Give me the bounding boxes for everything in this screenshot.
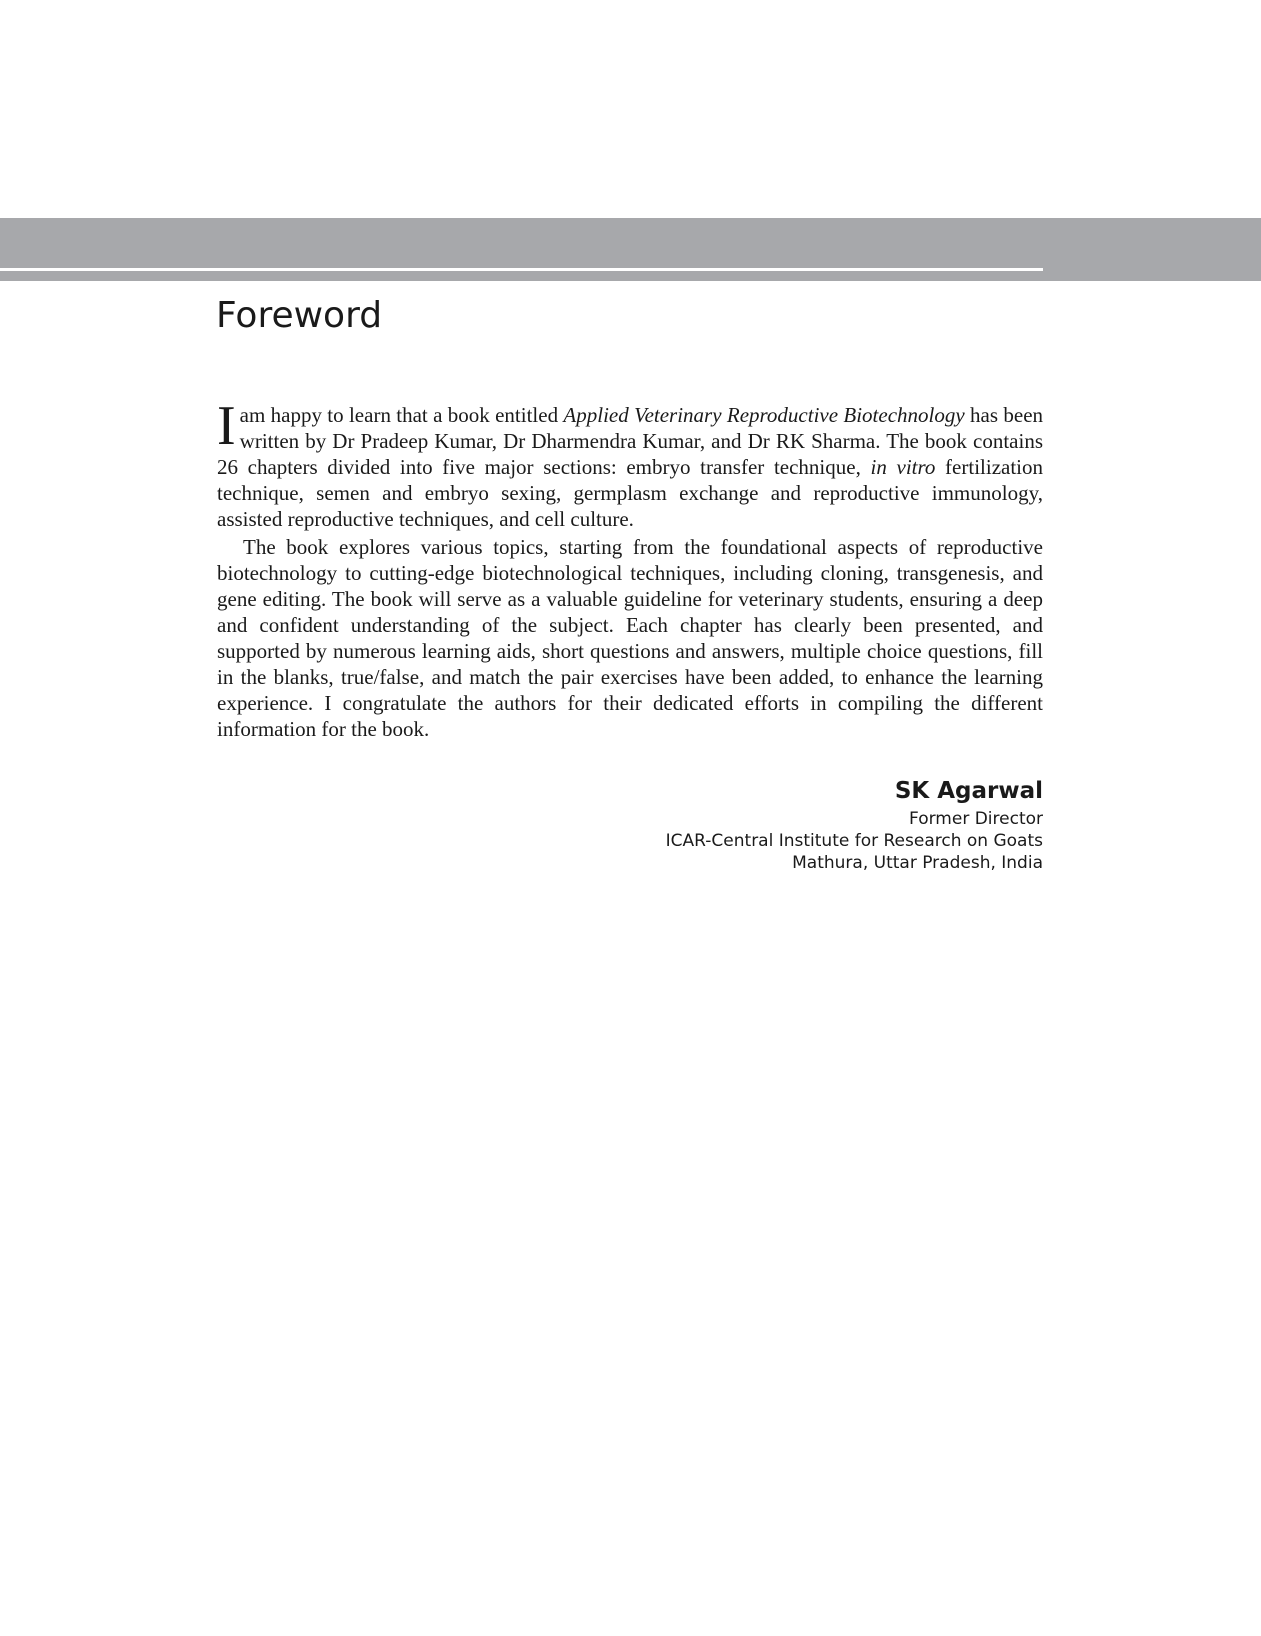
in-vitro-term: in vitro (870, 455, 936, 479)
drop-cap: I (217, 395, 236, 457)
paragraph-1-text-b: has been written by Dr Pradeep Kumar, Dr Dharmendra Kumar, and Dr RK Sharma. The book contains 26 chapters divided into five major sections: embryo transfer technique, (217, 403, 1044, 479)
paragraph-2: The book explores various topics, starting from the foundational aspects of reproductive biotechnology to cutting-edge biotechnological techniques, including cloning, transgenesis, and gene editing. The book will serve as a valuable guideline for veterinary students, ensuring a deep and confident understanding of the subject. Each chapter has clearly been presented, and supported by numerous learning aids, short questions and answers, multiple choice questions, fill in the blanks, true/false, and match the pair exercises have been added, to enhance the learning experience. I congratulate the authors for their dedicated efforts in compiling the different information for the book. (217, 535, 1043, 741)
signature-block (560, 774, 1043, 874)
paragraph-1 (217, 395, 1044, 532)
paragraph-1-text-c: fertilization technique, semen and embryo sexing, germplasm exchange and reproductive immunology, assisted reproductive techniques, and cell culture. (217, 455, 1044, 531)
signatory-position: Former Director (909, 809, 1043, 829)
header-rule (0, 268, 1043, 271)
signatory-location: Mathura, Uttar Pradesh, India (792, 853, 1043, 873)
signatory-name: SK Agarwal (894, 778, 1043, 804)
header-band (0, 218, 1261, 281)
page-title: Foreword (216, 295, 383, 336)
paragraph-1-text-a: am happy to learn that a book entitled (239, 403, 564, 427)
book-title: Applied Veterinary Reproductive Biotechnology (563, 403, 965, 427)
signatory-institute: ICAR-Central Institute for Research on Goats (665, 831, 1043, 851)
foreword-body (217, 395, 1044, 742)
